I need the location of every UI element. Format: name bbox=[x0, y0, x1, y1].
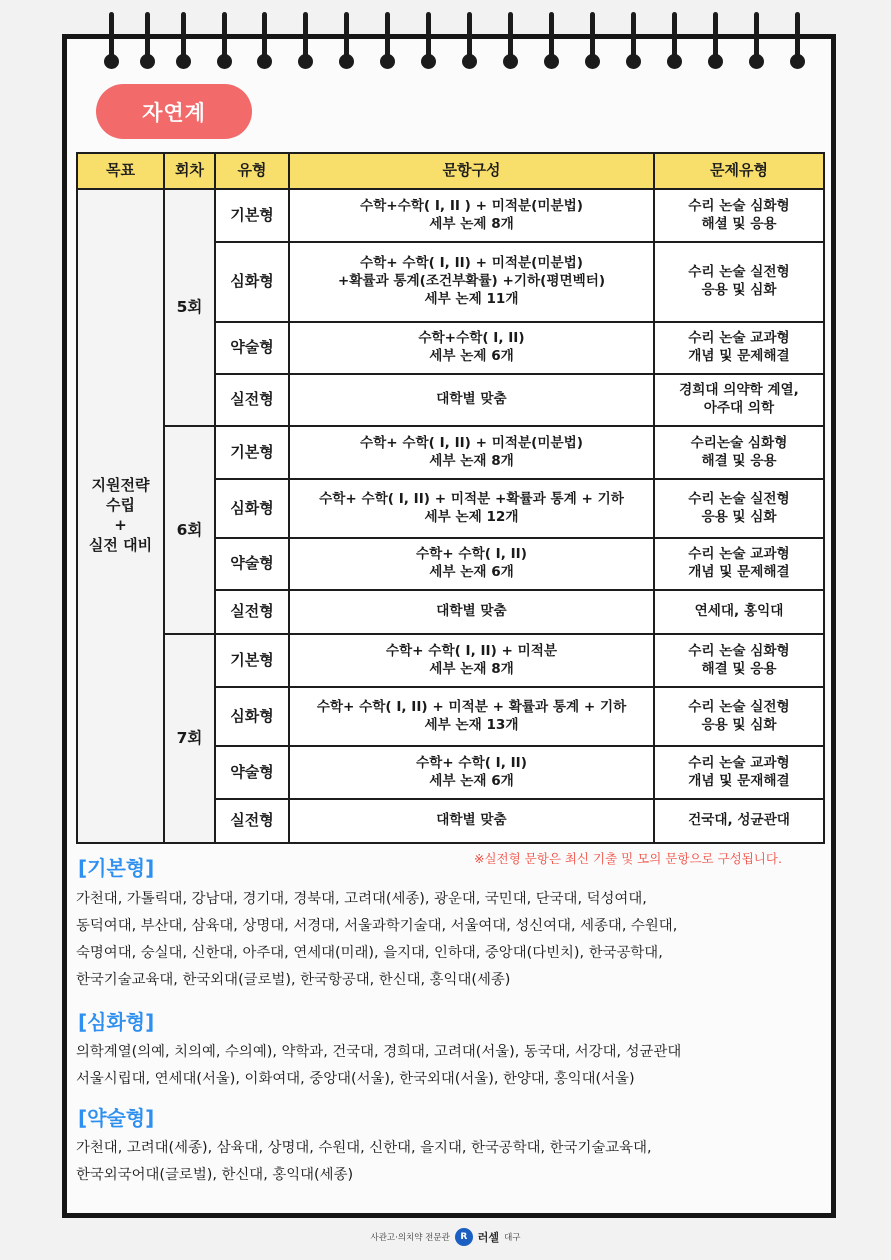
type-cell: 기본형 bbox=[215, 426, 289, 479]
curriculum-table bbox=[76, 152, 825, 844]
problem-type-cell bbox=[654, 374, 824, 426]
cell-line: 수리 논술 실전형 bbox=[688, 264, 790, 281]
composition-cell bbox=[289, 374, 654, 426]
footer-tagline: 사관고·의치약 전문관 bbox=[370, 1233, 450, 1243]
composition-cell bbox=[289, 322, 654, 374]
type-cell: 약술형 bbox=[215, 746, 289, 799]
composition-cell bbox=[289, 479, 654, 538]
cell-line: 대학별 맞춤 bbox=[436, 603, 507, 620]
composition-cell bbox=[289, 746, 654, 799]
problem-type-cell bbox=[654, 590, 824, 634]
type-cell: 실전형 bbox=[215, 590, 289, 634]
binder-ring bbox=[462, 12, 476, 72]
section-title-basic: [기본형] bbox=[78, 856, 155, 880]
header-type: 유형 bbox=[215, 153, 289, 189]
binder-ring bbox=[790, 12, 804, 72]
cell-line: 대학별 맞춤 bbox=[436, 391, 507, 408]
cell-line: 세부 논제 11개 bbox=[424, 290, 519, 307]
binder-ring bbox=[708, 12, 722, 72]
table-row bbox=[77, 634, 824, 687]
list-line: 숙명여대, 숭실대, 신한대, 아주대, 연세대(미래), 을지대, 인하대, 중앙대(다빈치), 한국공학대, bbox=[76, 945, 663, 961]
problem-type-cell bbox=[654, 634, 824, 687]
cell-line: 수학+ 수학( I, II) + 미적분 + 확률과 통계 + 기하 bbox=[316, 698, 627, 715]
type-cell: 기본형 bbox=[215, 634, 289, 687]
problem-type-cell bbox=[654, 799, 824, 843]
cell-line: 수학+ 수학( I, II) bbox=[416, 754, 527, 771]
list-line: 한국기술교육대, 한국외대(글로벌), 한국항공대, 한신대, 홍익대(세종) bbox=[76, 972, 511, 988]
header-goal: 목표 bbox=[77, 153, 164, 189]
cell-line: 세부 논재 8개 bbox=[429, 660, 514, 677]
round-cell: 6회 bbox=[164, 426, 215, 634]
composition-cell bbox=[289, 634, 654, 687]
cell-line: 수리논술 심화형 bbox=[690, 434, 788, 451]
type-cell: 심화형 bbox=[215, 479, 289, 538]
list-line: 한국외국어대(글로벌), 한신대, 홍익대(세종) bbox=[76, 1167, 354, 1183]
cell-line: 세부 논재 8개 bbox=[429, 452, 514, 469]
cell-line: 수학+수학( I, II) bbox=[418, 330, 525, 347]
binder-ring bbox=[140, 12, 154, 72]
binder-ring bbox=[421, 12, 435, 72]
section-list-basic bbox=[76, 886, 816, 994]
problem-type-cell bbox=[654, 538, 824, 590]
binder-ring bbox=[257, 12, 271, 72]
cell-line: 수리 논술 교과형 bbox=[688, 754, 790, 771]
composition-cell bbox=[289, 242, 654, 322]
section-title-short-answer: [약술형] bbox=[78, 1106, 155, 1130]
header-composition: 문항구성 bbox=[289, 153, 654, 189]
binder-ring bbox=[667, 12, 681, 72]
brand-logo-icon: R bbox=[455, 1228, 473, 1246]
composition-cell bbox=[289, 799, 654, 843]
type-cell: 기본형 bbox=[215, 189, 289, 242]
cell-line: 세부 논재 13개 bbox=[424, 716, 519, 733]
type-cell: 심화형 bbox=[215, 687, 289, 746]
cell-line: 개념 및 문재해결 bbox=[688, 772, 790, 789]
footer-brand: 러셀 bbox=[477, 1231, 500, 1244]
table-row bbox=[77, 426, 824, 479]
problem-type-cell bbox=[654, 479, 824, 538]
binder-ring bbox=[503, 12, 517, 72]
header-problem-type: 문제유형 bbox=[654, 153, 824, 189]
cell-line: 연세대, 홍익대 bbox=[694, 603, 784, 620]
cell-line: 아주대 의학 bbox=[703, 400, 775, 416]
cell-line: 수리 논술 교과형 bbox=[688, 330, 790, 347]
cell-line: 세부 논제 8개 bbox=[429, 215, 514, 232]
cell-line: 경희대 의약학 계열, bbox=[679, 382, 799, 399]
cell-line: 지원전략 bbox=[91, 476, 150, 495]
binder-ring bbox=[339, 12, 353, 72]
footer bbox=[0, 1226, 891, 1248]
cell-line: 실전 대비 bbox=[88, 535, 153, 554]
type-cell: 심화형 bbox=[215, 242, 289, 322]
type-cell: 실전형 bbox=[215, 799, 289, 843]
binder-ring bbox=[217, 12, 231, 72]
composition-cell bbox=[289, 538, 654, 590]
cell-line: 개념 및 문제해결 bbox=[688, 348, 790, 364]
problem-type-cell bbox=[654, 242, 824, 322]
binder-ring bbox=[104, 12, 118, 72]
round-cell: 5회 bbox=[164, 189, 215, 426]
cell-line: 수학+ 수학( I, II) + 미적분 +확률과 통계 + 기하 bbox=[319, 490, 624, 507]
binder-rings bbox=[62, 12, 836, 72]
problem-type-cell bbox=[654, 687, 824, 746]
cell-line: 수리 논술 교과형 bbox=[688, 546, 790, 563]
cell-line: 개념 및 문제해결 bbox=[688, 564, 790, 580]
binder-ring bbox=[626, 12, 640, 72]
section-list-advanced bbox=[76, 1039, 816, 1093]
table-row bbox=[77, 189, 824, 242]
cell-line: 응용 및 심화 bbox=[701, 282, 777, 298]
binder-ring bbox=[380, 12, 394, 72]
composition-cell bbox=[289, 189, 654, 242]
goal-cell bbox=[77, 189, 164, 843]
problem-type-cell bbox=[654, 746, 824, 799]
footer-branch: 대구 bbox=[504, 1233, 521, 1243]
binder-ring bbox=[749, 12, 763, 72]
cell-line: 대학별 맞춤 bbox=[436, 812, 507, 829]
binder-ring bbox=[176, 12, 190, 72]
cell-line: 수리 논술 심화형 bbox=[688, 642, 790, 659]
binder-ring bbox=[585, 12, 599, 72]
composition-cell bbox=[289, 687, 654, 746]
cell-line: 수리 논술 실전형 bbox=[688, 698, 790, 715]
cell-line: 수학+ 수학( I, II) bbox=[416, 546, 527, 563]
binder-ring bbox=[298, 12, 312, 72]
list-line: 동덕여대, 부산대, 삼육대, 상명대, 서경대, 서울과학기술대, 서울여대, 성신여대, 세종대, 수원대, bbox=[76, 918, 678, 934]
cell-line: 수학+ 수학( I, II) + 미적분 bbox=[385, 642, 558, 659]
problem-type-cell bbox=[654, 189, 824, 242]
composition-cell bbox=[289, 426, 654, 479]
round-cell: 7회 bbox=[164, 634, 215, 843]
cell-line: + bbox=[114, 516, 127, 534]
cell-line: 수학+수학( I, II ) + 미적분(미분법) bbox=[360, 197, 583, 214]
cell-line: 세부 논제 6개 bbox=[429, 348, 514, 364]
cell-line: 해셜 및 응용 bbox=[701, 215, 777, 232]
cell-line: 해결 및 응용 bbox=[701, 452, 777, 469]
footnote: ※실전형 문항은 최신 기출 및 모의 문항으로 구성됩니다. bbox=[474, 851, 782, 866]
cell-line: 세부 논재 6개 bbox=[429, 772, 514, 789]
cell-line: +확률과 통계(조건부확률) +기하(평면벡터) bbox=[337, 273, 606, 290]
problem-type-cell bbox=[654, 322, 824, 374]
cell-line: 세부 논재 6개 bbox=[429, 564, 514, 580]
cell-line: 세부 논제 12개 bbox=[424, 508, 519, 525]
category-badge: 자연계 bbox=[96, 84, 252, 139]
cell-line: 건국대, 성균관대 bbox=[688, 812, 790, 829]
list-line: 서울시립대, 연세대(서울), 이화여대, 중앙대(서울), 한국외대(서울), 한양대, 홍익대(서울) bbox=[76, 1071, 635, 1087]
list-line: 가천대, 고려대(세종), 삼육대, 상명대, 수원대, 신한대, 을지대, 한국공학대, 한국기술교육대, bbox=[76, 1140, 652, 1156]
table-header-row bbox=[77, 153, 824, 189]
cell-line: 수립 bbox=[106, 496, 135, 515]
cell-line: 수리 논술 실전형 bbox=[688, 490, 790, 507]
type-cell: 약술형 bbox=[215, 322, 289, 374]
cell-line: 응용 및 심화 bbox=[701, 716, 777, 733]
list-line: 의학계열(의예, 치의예, 수의예), 약학과, 건국대, 경희대, 고려대(서울), 동국대, 서강대, 성균관대 bbox=[76, 1044, 682, 1060]
type-cell: 실전형 bbox=[215, 374, 289, 426]
section-list-short-answer bbox=[76, 1135, 816, 1189]
cell-line: 수학+ 수학( I, II) + 미적분(미분법) bbox=[360, 255, 583, 272]
type-cell: 약술형 bbox=[215, 538, 289, 590]
binder-ring bbox=[544, 12, 558, 72]
problem-type-cell bbox=[654, 426, 824, 479]
cell-line: 응용 및 심화 bbox=[701, 508, 777, 525]
cell-line: 수학+ 수학( I, II) + 미적분(미분법) bbox=[360, 434, 583, 451]
header-round: 회차 bbox=[164, 153, 215, 189]
cell-line: 수리 논술 심화형 bbox=[688, 197, 790, 214]
composition-cell bbox=[289, 590, 654, 634]
list-line: 가천대, 가톨릭대, 강남대, 경기대, 경북대, 고려대(세종), 광운대, 국민대, 단국대, 덕성여대, bbox=[76, 891, 647, 907]
cell-line: 해결 및 응용 bbox=[701, 660, 777, 677]
section-title-advanced: [심화형] bbox=[78, 1010, 155, 1034]
